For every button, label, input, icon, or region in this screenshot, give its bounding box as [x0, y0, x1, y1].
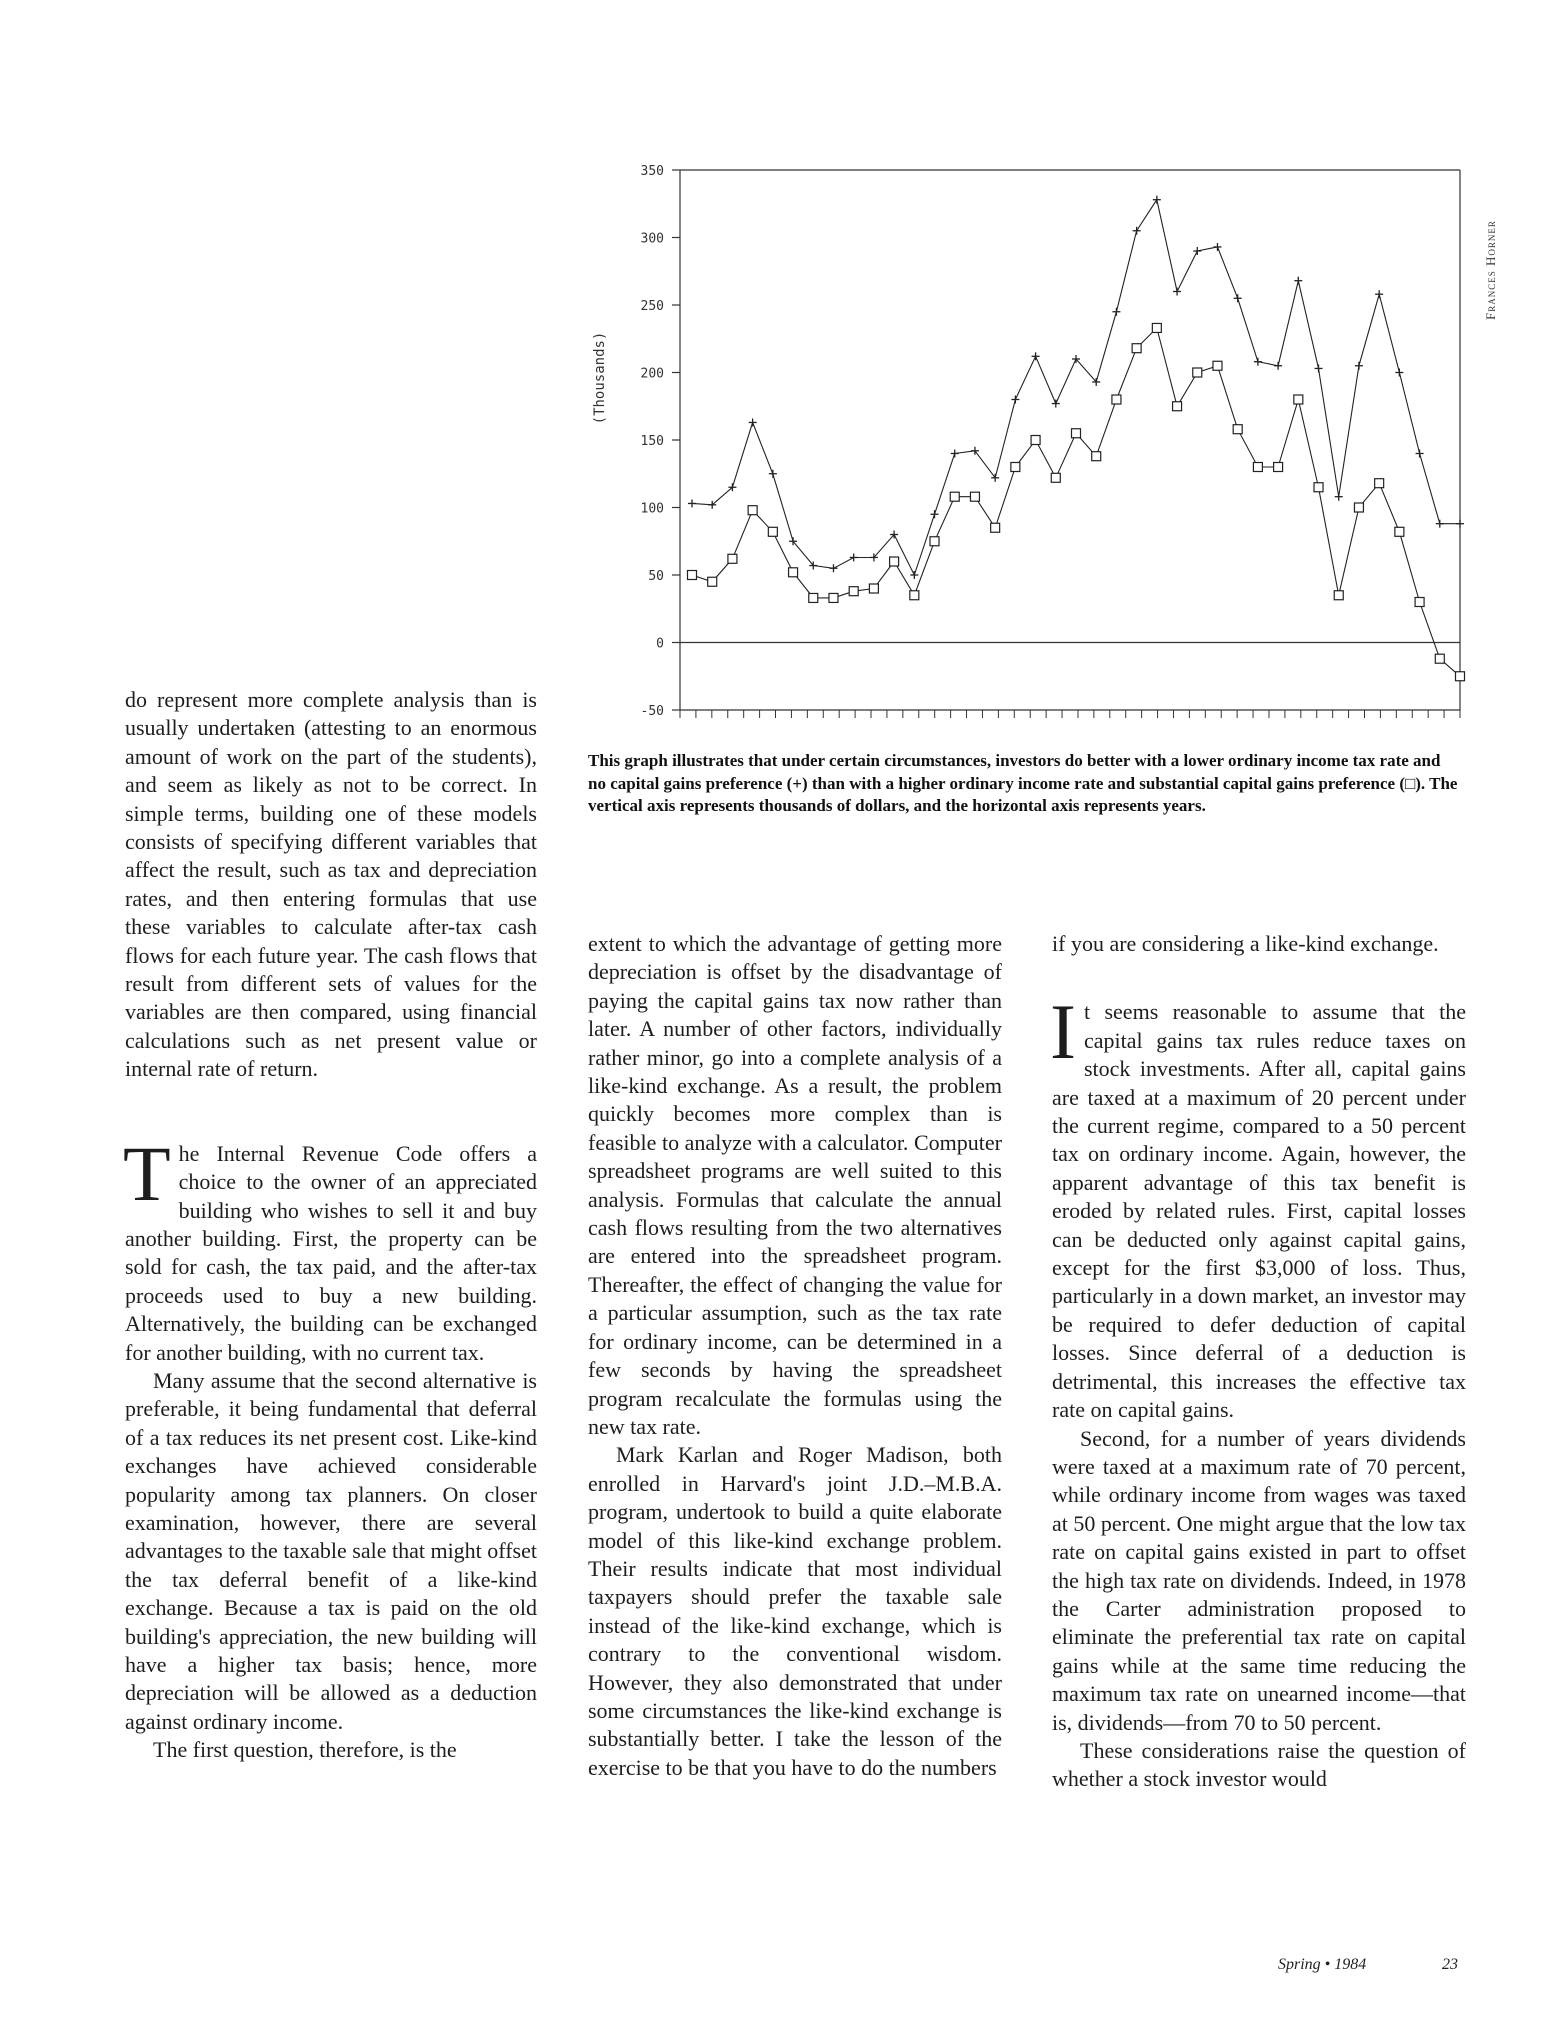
data-point-plus: [769, 470, 777, 478]
data-point-square: [708, 577, 717, 586]
data-point-square: [1193, 368, 1202, 377]
data-point-plus: [1153, 196, 1161, 204]
data-point-plus: [1234, 294, 1242, 302]
series-line-square: [692, 328, 1460, 676]
paragraph-text: he Internal Revenue Code offers a choice to the owner of an appreciated building who wishes to sell it and buy another building. First, the property can be sold for cash, the tax paid, and the after-tax proceeds used to buy a new building. Alternatively, the building can be exchanged for another building, with no current tax.: [125, 1140, 537, 1365]
paragraph: do represent more complete analysis than is usually undertaken (attesting to an enormous amount of work on the part of the students), and seem as likely as not to be correct. In simple terms, building one of these models consists of specifying different variables that affect the result, such as tax and depreciation rates, and then entering formulas that use these variables to calculate after-tax cash flows for each future year. The cash flows that result from different sets of values for the variables are then compared, using financial calculations such as net present value or internal rate of return.: [125, 687, 537, 1082]
data-point-plus: [951, 450, 959, 458]
data-point-plus: [1213, 243, 1221, 251]
data-point-plus: [1032, 352, 1040, 360]
data-point-square: [728, 554, 737, 563]
data-point-square: [1334, 591, 1343, 600]
data-point-square: [789, 568, 798, 577]
y-tick-label: 150: [640, 434, 664, 449]
data-point-square: [1112, 395, 1121, 404]
data-point-square: [1415, 598, 1424, 607]
data-point-plus: [1416, 450, 1424, 458]
data-point-square: [1375, 479, 1384, 488]
data-point-plus: [1193, 247, 1201, 255]
data-point-plus: [1436, 520, 1444, 528]
paragraph: Second, for a number of years dividends were taxed at a maximum rate of 70 percent, while ordinary income from wages was taxed at 50 percent. One might argue that the low tax rate on capital gains existed in part to offset the high tax rate on dividends. Indeed, in 1978 the Carter administration proposed to eliminate the preferential tax rate on capital gains while at the same time reducing the maximum tax rate on unearned income—that is, dividends—from 70 to 50 percent.: [1052, 1425, 1466, 1735]
data-point-square: [849, 587, 858, 596]
data-point-square: [970, 492, 979, 501]
photo-credit: Frances Horner: [1483, 220, 1498, 320]
data-point-plus: [971, 447, 979, 455]
page-footer: [1278, 1956, 1458, 1974]
data-point-square: [1051, 473, 1060, 482]
data-point-square: [1092, 452, 1101, 461]
y-tick-label: 200: [640, 366, 664, 382]
data-point-square: [1354, 503, 1363, 512]
page-number: 23: [1442, 1956, 1458, 1973]
y-tick-label: 50: [648, 569, 664, 584]
data-point-square: [1435, 654, 1444, 663]
data-point-plus: [1294, 277, 1302, 285]
paragraph: if you are considering a like-kind exchange.: [1052, 931, 1439, 956]
data-point-square: [991, 523, 1000, 532]
data-point-plus: [1335, 493, 1343, 501]
y-tick-label: 100: [640, 501, 664, 517]
data-point-plus: [1375, 290, 1383, 298]
data-point-square: [1233, 425, 1242, 434]
paragraph-dropcap: [1050, 988, 1466, 1424]
data-point-square: [869, 584, 878, 593]
data-point-square: [1072, 429, 1081, 438]
data-point-plus: [1274, 362, 1282, 370]
data-point-plus: [931, 510, 939, 518]
y-tick-label: 350: [640, 164, 664, 179]
data-point-plus: [1456, 520, 1464, 528]
line-chart: [570, 150, 1470, 740]
data-point-plus: [1173, 288, 1181, 296]
series-line-plus: [692, 200, 1460, 575]
data-point-square: [1456, 672, 1465, 681]
paragraph: extent to which the advantage of getting more depreciation is offset by the disadvantage of paying the capital gains tax now rather than later. A number of other factors, individually rather minor, go into a complete analysis of a like-kind exchange. As a result, the problem quickly becomes more complex than is feasible to analyze with a calculator. Computer spreadsheet programs are well suited to this analysis. Formulas that calculate the annual cash flows resulting from the two alternatives are entered into the spreadsheet program. Thereafter, the effect of changing the value for a particular assumption, such as the tax rate for ordinary income, can be determined in a few seconds by having the spreadsheet program recalculate the formulas using the new tax rate.: [588, 931, 1002, 1439]
data-point-square: [1395, 527, 1404, 536]
column-3: [1052, 930, 1466, 1794]
data-point-plus: [1052, 400, 1060, 408]
data-point-plus: [910, 571, 918, 579]
data-point-plus: [829, 564, 837, 572]
paragraph: These considerations raise the question of whether a stock investor would: [1052, 1737, 1466, 1792]
column-2: [588, 930, 1002, 1782]
paragraph: Mark Karlan and Roger Madison, both enrolled in Harvard's joint J.D.–M.B.A. program, undertook to build a quite elaborate model of this like-kind exchange problem. Their results indicate that most individual taxpayers should prefer the taxable sale instead of the like-kind exchange, which is contrary to the conventional wisdom. However, they also demonstrated that under some circumstances the like-kind exchange is substantially better. I take the lesson of the exercise to be that you have to do the numbers: [588, 1442, 1002, 1780]
data-point-plus: [1011, 396, 1019, 404]
data-point-plus: [1254, 358, 1262, 366]
y-axis-label: (Thousands): [592, 331, 608, 425]
issue-date: Spring • 1984: [1278, 1956, 1367, 1973]
data-point-square: [950, 492, 959, 501]
data-point-plus: [1315, 364, 1323, 372]
data-point-square: [1152, 323, 1161, 332]
paragraph-text: t seems reasonable to assume that the capital gains tax rules reduce taxes on stock investments. After all, capital gains are taxed at a maximum of 20 percent under the current regime, compared to a 50 percent tax on ordinary income. Again, however, the apparent advantage of this tax benefit is eroded by related rules. First, capital losses can be deducted only against capital gains, except for the first $3,000 of loss. Thus, particularly in a down market, an investor may be required to defer deduction of capital losses. Since deferral of a deduction is detrimental, this increases the effective tax rate on capital gains.: [1052, 999, 1466, 1423]
data-point-plus: [991, 474, 999, 482]
y-tick-label: 300: [640, 231, 664, 247]
data-point-square: [688, 571, 697, 580]
paragraph-dropcap: [123, 1129, 537, 1367]
data-point-square: [1294, 395, 1303, 404]
data-point-plus: [1112, 308, 1120, 316]
data-point-plus: [688, 499, 696, 507]
data-point-square: [1011, 463, 1020, 472]
drop-cap: T: [123, 1129, 171, 1217]
data-point-square: [1274, 463, 1283, 472]
y-tick-label: -50: [640, 704, 664, 719]
chart-svg: [570, 150, 1470, 740]
data-point-square: [1173, 402, 1182, 411]
data-point-square: [1031, 436, 1040, 445]
data-point-square: [809, 593, 818, 602]
paragraph: The first question, therefore, is the: [153, 1737, 457, 1763]
data-point-square: [1314, 483, 1323, 492]
data-point-square: [1253, 463, 1262, 472]
data-point-square: [890, 557, 899, 566]
y-tick-label: 250: [640, 299, 664, 314]
paragraph: Many assume that the second alternative is preferable, it being fundamental that deferral of a tax reduces its net present cost. Like-kind exchanges have achieved considerable popularity among tax planners. On closer examination, however, there are several advantages to the taxable sale that might offset the tax deferral benefit of a like-kind exchange. Because a tax is paid on the old building's appreciation, the new building will have a higher tax basis; hence, more depreciation will be allowed as a deduction against ordinary income.: [125, 1367, 537, 1734]
data-point-square: [1213, 361, 1222, 370]
data-point-plus: [1395, 369, 1403, 377]
data-point-square: [748, 506, 757, 515]
data-point-plus: [850, 553, 858, 561]
column-1: [125, 686, 537, 1765]
data-point-square: [930, 537, 939, 546]
data-point-plus: [1355, 362, 1363, 370]
drop-cap: I: [1050, 988, 1076, 1076]
data-point-square: [910, 591, 919, 600]
figure-caption: This graph illustrates that under certain circumstances, investors do better with a lower ordinary income tax rate and no capital gains preference (+) than with a higher ordinary income rate and substantial capital gains preference (□). The vertical axis represents thousands of dollars, and the horizontal axis represents years.: [588, 751, 1458, 815]
data-point-square: [1132, 344, 1141, 353]
data-point-square: [829, 593, 838, 602]
data-point-square: [768, 527, 777, 536]
data-point-plus: [1133, 227, 1141, 235]
y-tick-label: 0: [656, 636, 664, 652]
data-point-plus: [749, 418, 757, 426]
